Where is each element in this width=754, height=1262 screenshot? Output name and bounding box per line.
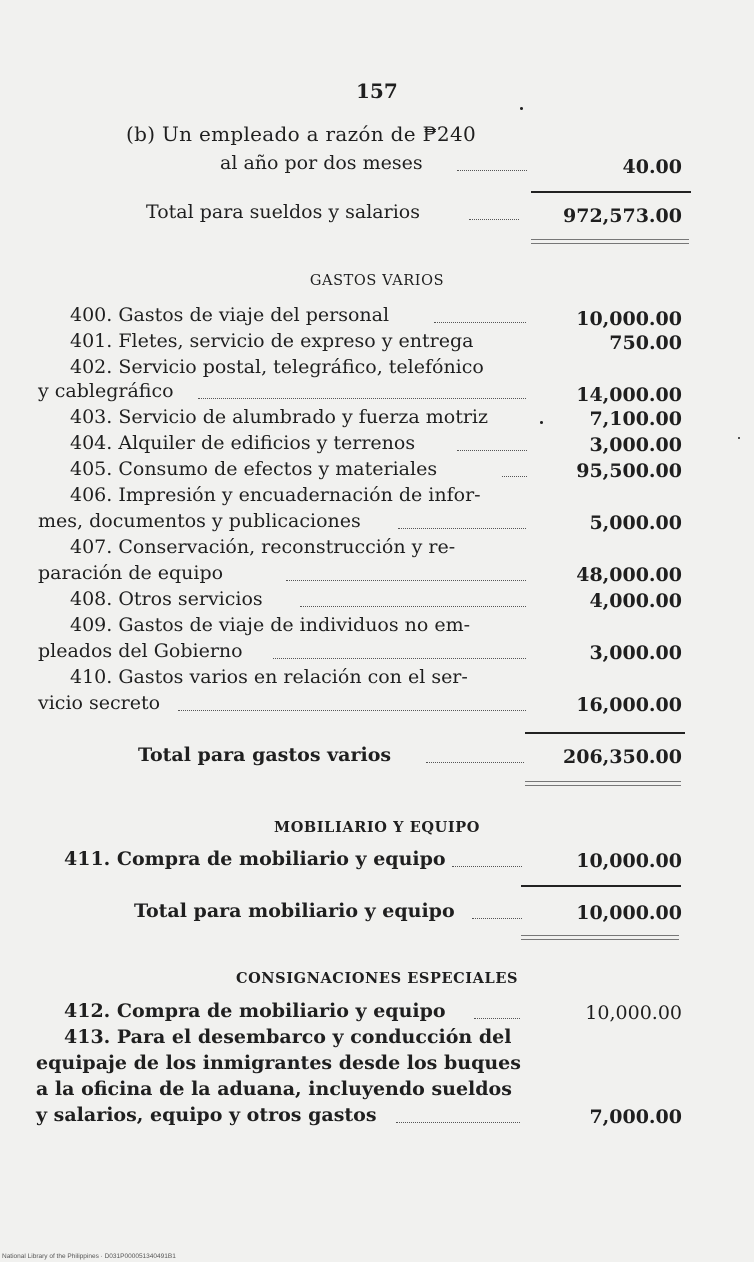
item-404: 404. Alquiler de edificios y terrenos [70, 432, 416, 454]
item-406: 406. Impresión y encuadernación de infor- [70, 484, 481, 506]
item-405: 405. Consumo de efectos y materiales [70, 458, 438, 480]
item-409-amount: 3,000.00 [589, 642, 682, 664]
leader-dots [434, 322, 526, 323]
item-410: 410. Gastos varios en relación con el ser- [70, 666, 468, 688]
leader-dots [457, 170, 527, 171]
subtotal-rule [531, 191, 691, 193]
item-413-cont2: a la oficina de la aduana, incluyendo sueldos [36, 1078, 512, 1100]
item-402-cont: y cablegráfico [38, 380, 174, 402]
item-412: 412. Compra de mobiliario y equipo [64, 1000, 446, 1022]
item-402-amount: 14,000.00 [576, 384, 682, 406]
section-heading-mobiliario: MOBILIARIO Y EQUIPO [274, 819, 480, 836]
top-item-line1: (b) Un empleado a razón de ₱240 [126, 122, 476, 146]
item-410-cont: vicio secreto [38, 692, 161, 714]
item-413-amount: 7,000.00 [589, 1106, 682, 1128]
total-double-rule [521, 935, 679, 940]
item-407: 407. Conservación, reconstrucción y re- [70, 536, 456, 558]
ink-speck [520, 107, 523, 110]
item-409: 409. Gastos de viaje de individuos no em- [70, 614, 471, 636]
subtotal-rule [525, 732, 685, 734]
total-mobiliario-label: Total para mobiliario y equipo [134, 900, 455, 922]
item-409-cont: pleados del Gobierno [38, 640, 243, 662]
item-406-amount: 5,000.00 [589, 512, 682, 534]
leader-dots [452, 866, 522, 867]
top-item-amount: 40.00 [622, 156, 682, 178]
leader-dots [426, 762, 524, 763]
leader-dots [472, 918, 522, 919]
library-footer: National Library of the Philippines · D031P000051340491B1 [2, 1253, 176, 1260]
item-401: 401. Fletes, servicio de expreso y entrega [70, 330, 474, 352]
leader-dots [286, 580, 526, 581]
leader-dots [178, 710, 526, 711]
item-406-cont: mes, documentos y publicaciones [38, 510, 361, 532]
item-404-amount: 3,000.00 [589, 434, 682, 456]
section-heading-gastos-varios: GASTOS VARIOS [309, 273, 445, 289]
leader-dots [396, 1122, 520, 1123]
total-double-rule [531, 239, 689, 244]
item-413: 413. Para el desembarco y conducción del [64, 1026, 512, 1048]
leader-dots [469, 219, 519, 220]
leader-dots [300, 606, 526, 607]
item-407-cont: paración de equipo [38, 562, 224, 584]
item-403: 403. Servicio de alumbrado y fuerza motriz [70, 406, 489, 428]
item-400: 400. Gastos de viaje del personal [70, 304, 390, 326]
item-407-amount: 48,000.00 [576, 564, 682, 586]
item-413-cont3: y salarios, equipo y otros gastos [36, 1104, 377, 1126]
item-413-cont1: equipaje de los inmigrantes desde los buques [36, 1052, 521, 1074]
item-410-amount: 16,000.00 [576, 694, 682, 716]
item-400-amount: 10,000.00 [576, 308, 682, 330]
leader-dots [457, 450, 527, 451]
leader-dots [198, 398, 526, 399]
leader-dots [502, 476, 527, 477]
item-408: 408. Otros servicios [70, 588, 263, 610]
item-401-amount: 750.00 [609, 332, 682, 354]
item-411-amount: 10,000.00 [576, 850, 682, 872]
leader-dots [398, 528, 526, 529]
leader-dots [273, 658, 526, 659]
item-408-amount: 4,000.00 [589, 590, 682, 612]
subtotal-rule [521, 885, 681, 887]
ink-speck [540, 421, 543, 424]
total-salaries-label: Total para sueldos y salarios [146, 201, 420, 223]
total-gastos-varios-label: Total para gastos varios [138, 744, 392, 766]
page-number: 157 [356, 79, 398, 103]
total-mobiliario-amount: 10,000.00 [576, 902, 682, 924]
item-411: 411. Compra de mobiliario y equipo [64, 848, 446, 870]
item-403-amount: 7,100.00 [589, 408, 682, 430]
total-salaries-amount: 972,573.00 [563, 205, 682, 227]
section-heading-consignaciones: CONSIGNACIONES ESPECIALES [235, 970, 519, 987]
leader-dots [474, 1018, 520, 1019]
item-412-amount: 10,000.00 [585, 1002, 682, 1024]
item-402: 402. Servicio postal, telegráfico, telefónico [70, 356, 484, 378]
total-double-rule [525, 781, 681, 786]
total-gastos-varios-amount: 206,350.00 [563, 746, 682, 768]
item-405-amount: 95,500.00 [576, 460, 682, 482]
top-item-line2: al año por dos meses [220, 152, 423, 174]
ink-speck [738, 437, 740, 439]
